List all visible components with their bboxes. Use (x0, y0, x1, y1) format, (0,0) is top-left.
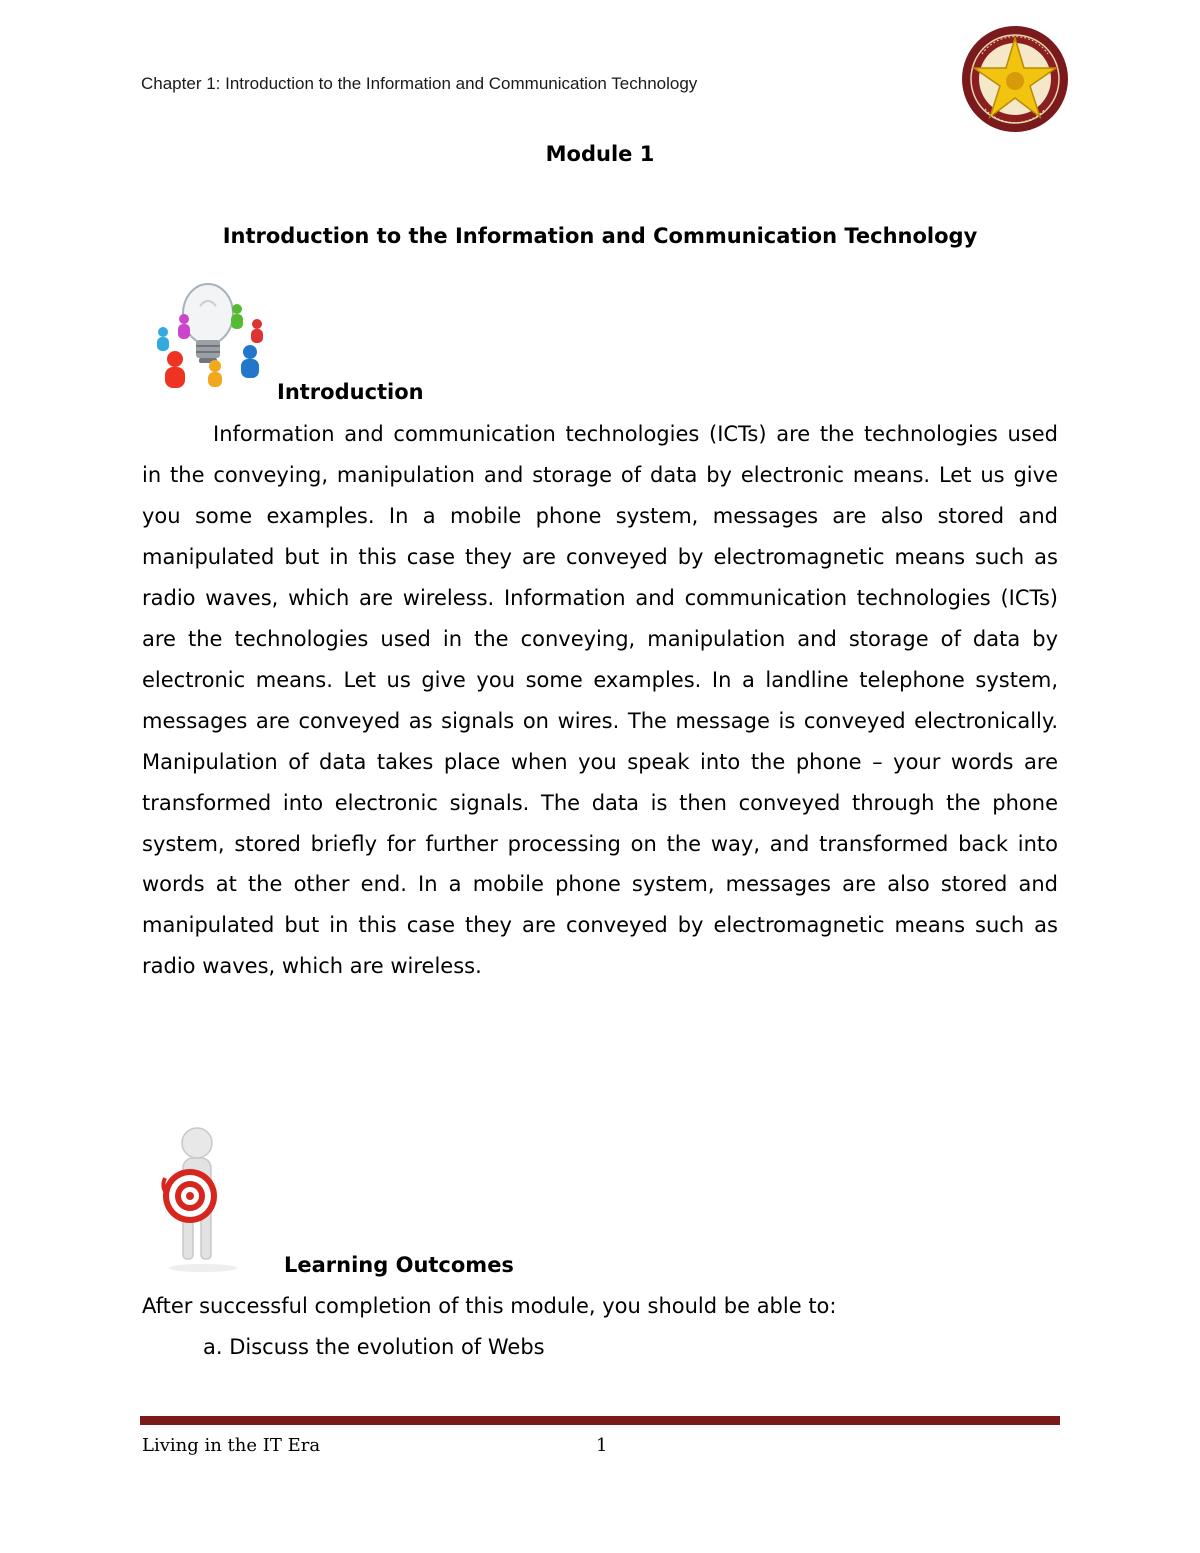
learning-outcomes-heading: Learning Outcomes (284, 1253, 514, 1277)
module-title: Module 1 (545, 142, 655, 166)
footer-course-title: Living in the IT Era (142, 1435, 321, 1456)
learning-outcomes-lead: After successful completion of this module, you should be able to: (142, 1294, 837, 1318)
university-seal-icon (960, 24, 1070, 134)
lightbulb-people-icon (142, 266, 274, 398)
person-with-target-icon (145, 1121, 255, 1273)
introduction-heading: Introduction (277, 380, 424, 404)
module-subtitle: Introduction to the Information and Communication Technology (222, 224, 978, 248)
introduction-body: Information and communication technologies (ICTs) are the technologies used in the conveying, manipulation and storage of data by electronic means. Let us give you some examples. In a mobile phone system, messages are also stored and manipulated but in this case they are conveyed by electromagnetic means such as radio waves, which are wireless. Information and communication technologies (ICTs) are the technologies used in the conveying, manipulation and storage of data by electronic means. Let us give you some examples. In a landline telephone system, messages are conveyed as signals on wires. The message is conveyed electronically. Manipulation of data takes place when you speak into the phone – your words are transformed into electronic signals. The data is then conveyed through the phone system, stored briefly for further processing on the way, and transformed back into words at the other end. In a mobile phone system, messages are also stored and manipulated but in this case they are conveyed by electromagnetic means such as radio waves, which are wireless. (142, 422, 1058, 979)
learning-outcome-item: a. Discuss the evolution of Webs (203, 1335, 545, 1359)
page-number: 1 (596, 1435, 608, 1456)
chapter-header: Chapter 1: Introduction to the Information and Communication Technology (141, 74, 698, 93)
footer-rule (140, 1416, 1060, 1425)
